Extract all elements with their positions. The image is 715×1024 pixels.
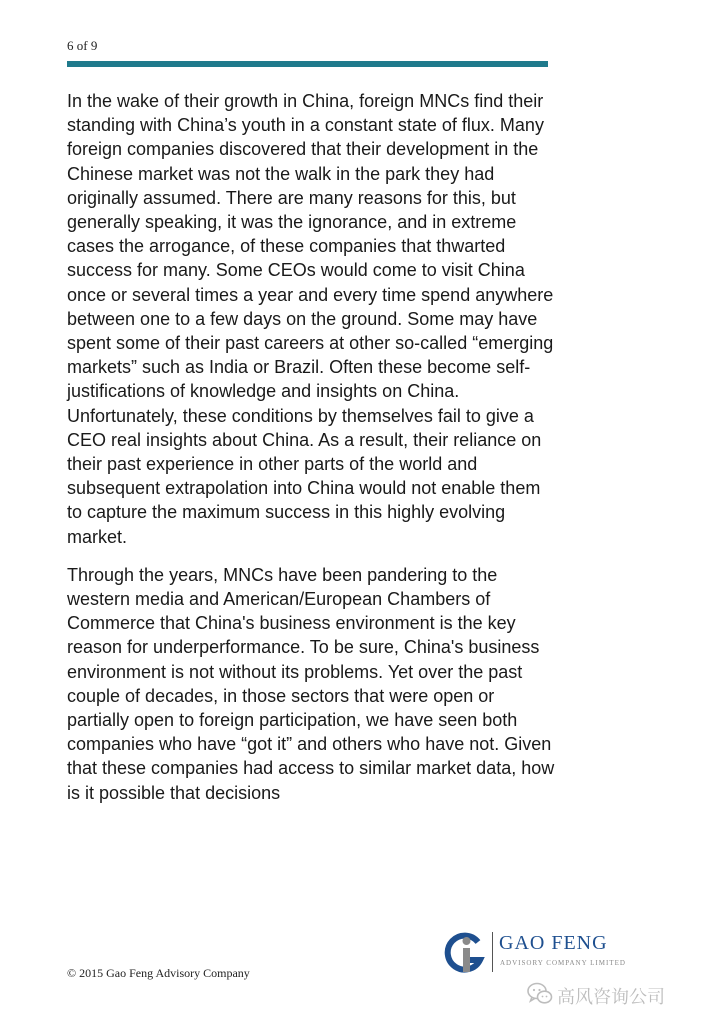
gao-feng-logo-icon bbox=[444, 928, 488, 980]
logo-name: GAO FENG bbox=[499, 932, 608, 954]
header-rule bbox=[67, 61, 548, 67]
paragraph-2: Through the years, MNCs have been pandering to the western media and American/European Chambers of Commerce that China's business environment is the key reason for underperformance. To be sure, China's business environment is not without its problems. Yet over the past couple of decades, in those sectors that were open or partially open to foreign participation, we have seen both companies who have “got it” and others who have not. Given that these companies had access to similar market data, how is it possible that decisions bbox=[67, 564, 555, 803]
wechat-icon bbox=[527, 982, 553, 1006]
logo-subtitle: ADVISORY COMPANY LIMITED bbox=[500, 959, 626, 967]
paragraph-1: In the wake of their growth in China, foreign MNCs find their standing with China’s youth in a constant state of flux. Many foreign companies discovered that their development in the Chinese market was not the walk in the park they had originally assumed. There are many reasons for this, but generally speaking, it was the ignorance, and in extreme cases the arrogance, of these companies that thwarted success for many. Some CEOs would come to visit China once or several times a year and every time spend anywhere between one to a few days on the ground. Some may have spent some of their past careers at other so-called “emerging markets” such as India or Brazil. Often these become self-justifications of knowledge and insights on China. Unfortunately, these conditions by themselves fail to give a CEO real insights about China. As a result, their reliance on their past experience in other parts of the world and subsequent extrapolation into China would not enable them to capture the maximum success in this highly evolving market. bbox=[67, 91, 554, 547]
watermark-text: 高风咨询公司 bbox=[557, 987, 665, 1008]
logo-divider bbox=[492, 932, 493, 972]
page-number: 6 of 9 bbox=[67, 38, 98, 53]
company-logo bbox=[444, 928, 624, 980]
copyright-footer: © 2015 Gao Feng Advisory Company bbox=[67, 966, 250, 980]
body-text bbox=[67, 89, 557, 819]
watermark bbox=[527, 980, 697, 1010]
